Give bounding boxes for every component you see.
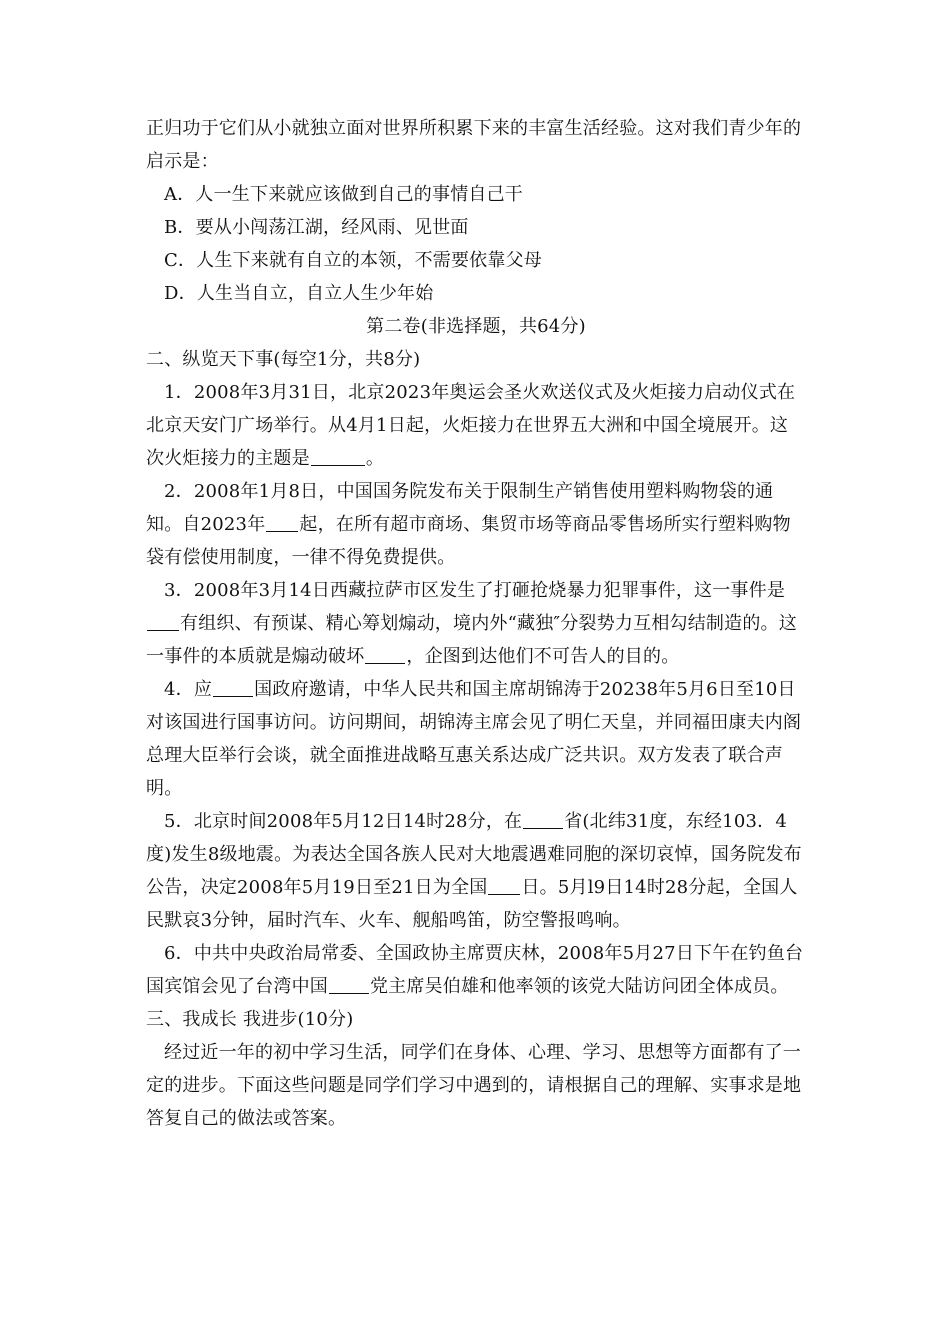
answer-blank [147,608,179,631]
answer-blank [488,872,520,895]
answer-blank [329,971,369,994]
question-6-text: 6．中共中央政治局常委、全国政协主席贾庆林，2008年5月27日下午在钓鱼台国宾馆会见了台湾中国 [146,943,804,997]
question-1-text-end: 。 [365,448,385,469]
answer-blank [213,674,253,697]
volume-two-title: 第二卷(非选择题，共64分) [366,316,586,337]
question-4-text: 4．应 [164,679,213,700]
question-5-text-middle: 省(北纬31度，东经103．4度)发生8级地震。为表达全国各族人民对大地震遇难同胞的深切哀悼，国务院发布公告，决定2008年5月19日至21日为全国 [146,811,802,898]
question-1-text: 1．2008年3月31日，北京2023年奥运会圣火欢送仪式及火炬接力启动仪式在北京天安门广场举行。从4月1日起，火炬接力在世界五大洲和中国全境展开。这次火炬接力的主题是 [146,382,796,469]
answer-blank [523,806,563,829]
question-6 [146,937,806,1003]
question-3-text: 3．2008年3月14日西藏拉萨市区发生了打砸抢烧暴力犯罪事件，这一事件是 [164,580,786,601]
question-5-text: 5．北京时间2008年5月12日14时28分，在 [164,811,523,832]
document-content [146,112,806,1135]
option-d: D．人生当自立，自立人生少年始 [164,283,434,304]
answer-blank [365,641,405,664]
question-1 [146,376,806,475]
question-2 [146,475,806,574]
section-two-heading: 二、纵览天下事(每空1分，共8分) [146,349,421,370]
answer-blank [266,509,298,532]
question-4-text-end: 国政府邀请，中华人民共和国主席胡锦涛于20238年5月6日至10日对该国进行国事访问。访问期间，胡锦涛主席会见了明仁天皇，并同福田康夫内阁总理大臣举行会谈，就全面推进战略互惠关系达成广泛共识。双方发表了联合声明。 [146,679,802,799]
section-three-body: 经过近一年的初中学习生活，同学们在身体、心理、学习、思想等方面都有了一定的进步。下面这些问题是同学们学习中遇到的，请根据自己的理解、实事求是地答复自己的做法或答案。 [146,1042,802,1129]
question-4 [146,673,806,805]
question-3-text-middle: 有组织、有预谋、精心筹划煽动，境内外“藏独″分裂势力互相勾结制造的。这一事件的本质就是煽动破坏 [146,613,797,667]
question-2-text: 2．2008年1月8日，中国国务院发布关于限制生产销售使用塑料购物袋的通知。自2023年 [146,481,774,535]
question-2-text-end: 起，在所有超市商场、集贸市场等商品零售场所实行塑料购物袋有偿使用制度，一律不得免费提供。 [146,514,791,568]
option-b: B．要从小闯荡江湖，经风雨、见世面 [164,217,469,238]
option-a: A．人一生下来就应该做到自己的事情自己干 [164,184,523,205]
question-6-text-end: 党主席吴伯雄和他率领的该党大陆访问团全体成员。 [370,976,789,997]
answer-blank [311,443,365,466]
option-c: C．人生下来就有自立的本领，不需要依靠父母 [164,250,542,271]
question-5-text-end: 日。5月l9日14时28分起，全国人民默哀3分钟，届时汽车、火车、舰船鸣笛，防空警报鸣响。 [146,877,798,931]
question-3-text-end: ，企图到达他们不可告人的目的。 [406,646,680,667]
section-three-heading: 三、我成长 我进步(10分) [146,1009,354,1030]
question-3 [146,574,806,673]
question-stem-continuation: 正归功于它们从小就独立面对世界所积累下来的丰富生活经验。这对我们青少年的启示是： [146,118,802,172]
question-5 [146,805,806,937]
